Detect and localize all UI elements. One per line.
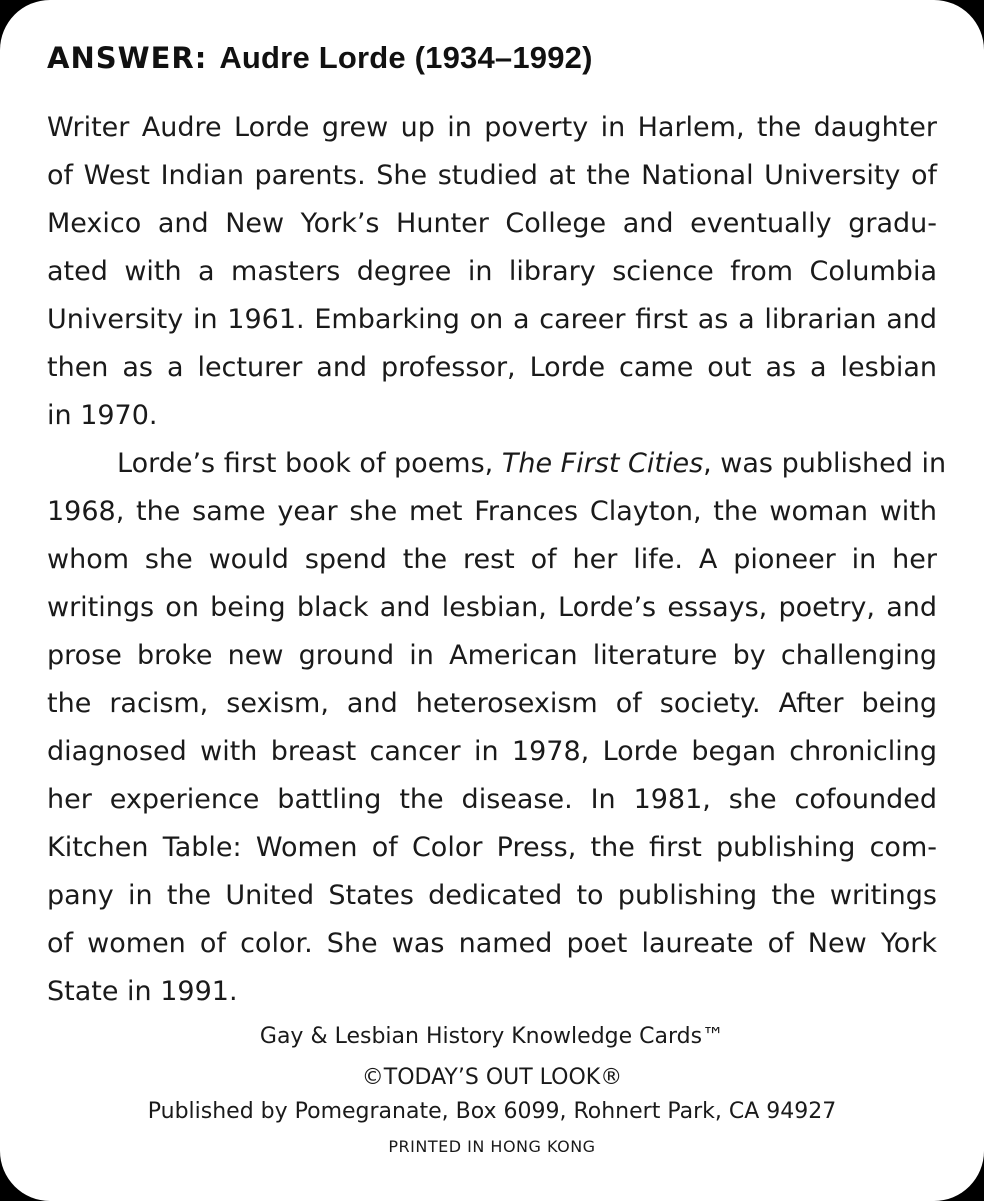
line-suffix: , was published in [703,448,947,479]
text-line: diagnosed with breast cancer in 1978, Lorde began chronicling [47,736,937,767]
text-line: of West Indian parents. She studied at the National University of [47,160,937,191]
answer-title: Audre Lorde (1934–1992) [219,40,593,75]
paragraph-2 [47,440,947,1016]
text-line: Writer Audre Lorde grew up in poverty in Harlem, the daughter [47,112,937,143]
text-line: prose broke new ground in American literature by challenging [47,640,937,671]
text-line: in 1970. [47,400,158,431]
text-line: 1968, the same year she met Frances Clayton, the woman with [47,496,937,527]
text-line: writings on being black and lesbian, Lorde’s essays, poetry, and [47,592,937,623]
answer-heading [47,40,947,76]
text-line: ated with a masters degree in library science from Columbia [47,256,937,287]
text-line: University in 1961. Embarking on a career first as a librarian and [47,304,937,335]
paragraph-1 [47,104,937,440]
text-line: her experience battling the disease. In 1981, she cofounded [47,784,937,815]
text-line: whom she would spend the rest of her life. A pioneer in her [47,544,937,575]
publisher-info: Published by Pomegranate, Box 6099, Rohnert Park, CA 94927 [147,1099,837,1124]
text-line: the racism, sexism, and heterosexism of society. After being [47,688,937,719]
copyright-notice: ©TODAY’S OUT LOOK® [361,1065,623,1090]
line-prefix: Lorde’s first book of poems, [117,448,502,479]
series-name: Gay & Lesbian History Knowledge Cards™ [259,1024,725,1049]
text-line: Kitchen Table: Women of Color Press, the first publishing com- [47,832,937,863]
text-line: State in 1991. [47,976,238,1007]
text-line: pany in the United States dedicated to publishing the writings [47,880,937,911]
book-title: The First Cities [501,448,704,479]
text-line: Mexico and New York’s Hunter College and eventually gradu- [47,208,937,239]
text-line: of women of color. She was named poet laureate of New York [47,928,937,959]
text-line: then as a lecturer and professor, Lorde came out as a lesbian [47,352,937,383]
answer-label: ANSWER: [47,41,208,75]
biography-text [47,104,947,1016]
text-line [47,440,947,488]
printed-location: PRINTED IN HONG KONG [388,1137,596,1156]
